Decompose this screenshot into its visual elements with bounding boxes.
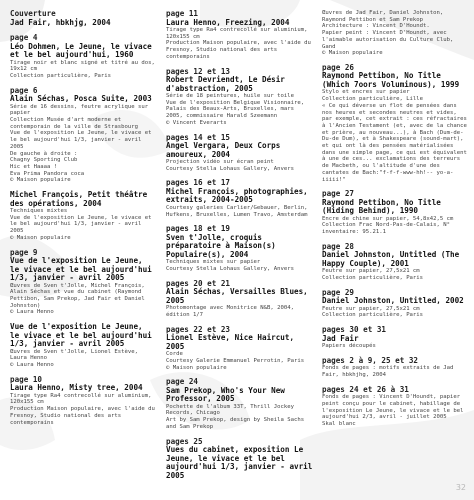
entry-detail-line: Chagny Sporting Club bbox=[10, 157, 78, 164]
entry-detail-line: Vue de l'exposition Le Jeune, le vivace et le bel aujourd'hui 1/3, janvier - avril 2005 bbox=[10, 130, 152, 150]
entry-detail-line: Stylo et encres sur papier bbox=[322, 89, 410, 96]
entry-title: Robert Devriendt, Le Désir d'abstraction, 2005 bbox=[166, 75, 285, 93]
entry-detail-line: Papier peint : Vincent D'Houndt, avec l'aimable autorisation du Culture Club, Gand bbox=[322, 30, 454, 50]
entry-detail-line: © Laura Henno bbox=[10, 361, 54, 368]
caption-entry bbox=[10, 191, 156, 242]
entry-detail-line: Œuvres de Sven t'Jolle, Michel François, Alain Séchas et vue du cabinet (Raymond Pettibon, Sam Prekop, Jad Fair et Daniel Johnston) bbox=[10, 282, 145, 309]
caption-entry bbox=[10, 87, 156, 184]
entry-page-ref: pages 18 et 19 bbox=[166, 224, 231, 234]
entry-title: Daniel Johnston, Untitled (The Happy Couple), 2001 bbox=[322, 250, 460, 268]
entry-detail-line: Fonds de pages : Vincent D'Houndt, papier peint conçu pour le cabinet, habillage de l'exposition Le Jeune, le vivace et le bel aujourd'hui 2/3, avril - juillet 2005 bbox=[322, 394, 464, 421]
entry-page-ref: pages 2 à 9, 25 et 32 bbox=[322, 355, 419, 365]
caption-entry bbox=[322, 10, 468, 57]
entry-title: Raymond Pettibon, No Title (Hiding Behind), 1990 bbox=[322, 197, 441, 216]
entry-page-ref: pages 24 et 26 à 31 bbox=[322, 384, 409, 394]
entry-detail-line: Œuvres de Sven t'Jolle, Lionel Estève, Laura Henno bbox=[10, 348, 138, 362]
column-1 bbox=[10, 10, 156, 433]
caption-entry bbox=[322, 386, 468, 428]
entry-page-ref: pages 14 et 15 bbox=[166, 132, 231, 142]
entry-detail-line: Eva Prima Pandora coca bbox=[10, 170, 85, 177]
entry-title: Sven t'Jolle, croquis préparatoire à Maison(s) Populaire(s), 2004 bbox=[166, 232, 276, 259]
caption-entry bbox=[322, 64, 468, 183]
entry-detail-line: Feutre sur papier, 27,5x21 cm bbox=[322, 305, 420, 312]
entry-title: Vues du cabinet, exposition Le Jeune, le vivace et le bel aujourd'hui 1/3, janvier - avril 2005 bbox=[166, 445, 313, 480]
caption-entry bbox=[10, 10, 156, 27]
entry-page-ref: page 4 bbox=[10, 33, 38, 42]
caption-entry bbox=[322, 243, 468, 282]
caption-entry bbox=[322, 190, 468, 236]
entry-page-ref: page 28 bbox=[322, 241, 355, 251]
entry-detail-line: Courtesy Stella Lohaus Gallery, Anvers bbox=[166, 165, 294, 172]
entry-detail-line: © Vincent Everarts bbox=[166, 119, 227, 126]
entry-page-ref: page 26 bbox=[322, 62, 355, 72]
entry-page-ref: page 9 bbox=[10, 247, 38, 257]
entry-title: Vue de l'exposition Le Jeune, le vivace et le bel aujourd'hui 1/3, janvier - avril 2005 bbox=[10, 256, 152, 283]
entry-detail-line: Collection particulière, Paris bbox=[322, 312, 424, 319]
entry-detail-line: Tirage type Ra4 contrecollé sur aluminium, 120x155 cm bbox=[10, 392, 152, 406]
entry-detail-line: Pochette de l'album 33T, Thrill Jockey Records, Chicago bbox=[166, 403, 294, 417]
entry-title: Raymond Pettibon, No Title (Which 7oors Voluminous), 1999 bbox=[322, 71, 460, 89]
entry-detail-line: Courtesy galeries Carlier/Gebauer, Berlin, Hufkens, Bruxelles, Lumen Travo, Amsterdam bbox=[166, 204, 308, 218]
entry-page-ref: page 29 bbox=[322, 287, 355, 297]
entry-page-ref: pages 16 et 17 bbox=[166, 178, 231, 188]
entry-detail-line: Hic et Haaaa ! bbox=[10, 163, 58, 170]
entry-title: Laura Henno, Misty tree, 2004 bbox=[10, 383, 143, 393]
entry-detail-line: Courtesy Stella Lohaus Gallery, Anvers bbox=[166, 266, 294, 273]
entry-page-ref: page 6 bbox=[10, 85, 38, 95]
entry-page-ref: page 11 bbox=[166, 9, 199, 18]
entry-title: Alain Séchas, Versailles Blues, 2005 bbox=[166, 287, 308, 305]
entry-title: Jad Fair, hbkhjg, 2004 bbox=[10, 17, 111, 27]
entry-title: Daniel Johnston, Untitled, 2002 bbox=[322, 296, 464, 306]
entry-page-ref: pages 22 et 23 bbox=[166, 324, 231, 334]
entry-page-ref: pages 12 et 13 bbox=[166, 66, 231, 76]
entry-detail-line: Tirage noir et blanc signé et titré au dos, 19x12 cm bbox=[10, 59, 155, 73]
entry-title: Léo Dohmen, Le Jeune, le vivace et le bel aujourd'hui, 1960 bbox=[10, 41, 152, 59]
entry-detail-line: Série de 18 peintures, huile sur toile bbox=[166, 93, 294, 100]
caption-entry bbox=[10, 34, 156, 80]
entry-page-ref: page 24 bbox=[166, 377, 199, 387]
entry-detail-line: © Laura Henno bbox=[10, 309, 54, 316]
caption-entry bbox=[10, 376, 156, 427]
entry-title: Sam Prekop, Who's Your New Professor, 2005 bbox=[166, 385, 285, 404]
caption-entry bbox=[10, 249, 156, 317]
entry-page-ref: pages 20 et 21 bbox=[166, 278, 231, 288]
entry-detail-line: De gauche à droite : bbox=[10, 150, 78, 157]
entry-detail-line: Feutre sur papier, 27,5x21 cm bbox=[322, 268, 420, 275]
entry-title: Laura Henno, Freezing, 2004 bbox=[166, 17, 290, 27]
entry-detail-line: Courtesy Galerie Emmanuel Perrotin, Paris bbox=[166, 357, 305, 364]
caption-entry bbox=[166, 326, 314, 372]
caption-entry bbox=[10, 323, 156, 369]
entry-detail-line: « Ce qui déverse un flot de pensées dans nos heures et secondes neutres et vides, par exemple, cet extrait : ces réfractaires à l'Ancien Testament (et, avec de la chance et prière, au nouveau...), à Bach (Dum-de-Du-de Dum), et à Shakespeare (sound-mart), et qui ont là des pensées matérialisées dans une simple page, ce qui est équivalent à une de ces... exclamations des terreurs de Macbeth, ou l'altitude d'une des cantates de Bach:"f-f-f-www-hh!-- yo-a-iiiii!" bbox=[322, 102, 467, 183]
caption-entry bbox=[322, 326, 468, 350]
entry-detail-line: Collection particulière, Paris bbox=[322, 275, 424, 282]
entry-title: Alain Séchas, Posca Suite, 2003 bbox=[10, 94, 152, 104]
entry-detail-line: Papiers découpés bbox=[322, 343, 376, 350]
entry-page-ref: Couverture bbox=[10, 9, 56, 18]
entry-detail-line: Production Maison populaire, avec l'aide du Fresnoy, Studio national des arts contemporains bbox=[10, 406, 155, 426]
caption-entry bbox=[322, 289, 468, 319]
entry-detail-line: Architecture : Vincent D'Houndt. bbox=[322, 23, 430, 30]
entry-detail-line: Skal blanc bbox=[322, 421, 356, 428]
entry-title: Angel Vergara, Deux Corps amoureux, 2004 bbox=[166, 141, 281, 159]
entry-detail-line: Encre de chine sur papier, 54,8x42,5 cm bbox=[322, 215, 454, 222]
entry-detail-line: Collection Frac Nord-Pas-de-Calais, N° inventaire: 95.21.1 bbox=[322, 222, 450, 236]
caption-entry bbox=[166, 179, 314, 218]
caption-entry bbox=[322, 357, 468, 379]
entry-detail-line: Production Maison populaire, avec l'aide du Fresnoy, Studio national des arts contemporains bbox=[166, 40, 311, 60]
entry-detail-line: Œuvres de Jad Fair, Daniel Johnston, Raymond Pettibon et Sam Prekop bbox=[322, 10, 444, 23]
entry-detail-line: Photomontage avec Monitrice N&B, 2004, édition 1/7 bbox=[166, 305, 294, 318]
entry-detail-line: Fonds de pages : motifs extraits de Jad Fair, hbkhjhg, 2004 bbox=[322, 365, 454, 379]
column-2 bbox=[166, 10, 314, 487]
entry-title: Michel François, Petit théâtre des opérations, 2004 bbox=[10, 190, 148, 208]
entry-title: Vue de l'exposition Le Jeune, le vivace et le bel aujourd'hui 1/3, janvier - avril 2005 bbox=[10, 322, 152, 349]
entry-detail-line: © Maison populaire bbox=[10, 177, 71, 184]
entry-detail-line: Techniques mixtes bbox=[10, 208, 68, 215]
column-3 bbox=[322, 10, 468, 435]
entry-detail-line: Art by Sam Prekop, design by Sheila Sachs and Sam Prekop bbox=[166, 417, 305, 430]
entry-detail-line: Série de 16 dessins, feutre acrylique sur papier bbox=[10, 103, 149, 117]
entry-detail-line: Techniques mixtes sur papier bbox=[166, 259, 261, 266]
entry-detail-line: Vue de l'exposition Le Jeune, le vivace et le bel aujourd'hui 1/3, janvier - avril 2005 bbox=[10, 214, 152, 235]
entry-title: Jad Fair bbox=[322, 333, 359, 343]
entry-page-ref: page 27 bbox=[322, 189, 355, 199]
page-number: 32 bbox=[455, 483, 466, 492]
caption-entry bbox=[166, 438, 314, 481]
entry-detail-line: Collection Musée d'art moderne et contemporain de la ville de Strasbourg bbox=[10, 117, 138, 130]
entry-detail-line: Tirage type Ra4 contrecollé sur aluminium, 120x155 cm bbox=[166, 27, 308, 40]
entry-detail-line: Vue de l'exposition Belgique Visionnaire, Palais des Beaux-Arts, Bruxelles, mars 2005, commissaire Harald Szeemann bbox=[166, 99, 305, 120]
entry-detail-line: Corde bbox=[166, 351, 183, 358]
entry-detail-line: © Maison populaire bbox=[322, 50, 383, 57]
entry-title: Lionel Estève, Nice Haircut, 2005 bbox=[166, 333, 295, 351]
entry-title: Michel François, photographies, extraits, 2004-2005 bbox=[166, 186, 308, 205]
entry-detail-line: © Maison populaire bbox=[166, 364, 227, 371]
entry-page-ref: page 10 bbox=[10, 374, 43, 384]
entry-detail-line: Projection vidéo sur écran peint bbox=[166, 159, 274, 166]
caption-entry bbox=[166, 10, 314, 61]
entry-detail-line: Collection particulière, Lille bbox=[322, 96, 424, 103]
entry-detail-line: Collection particulière, Paris bbox=[10, 72, 112, 79]
entry-detail-line: © Maison populaire bbox=[10, 234, 71, 241]
caption-entry bbox=[166, 378, 314, 430]
caption-entry bbox=[166, 134, 314, 173]
caption-entry bbox=[166, 225, 314, 272]
entry-page-ref: pages 25 bbox=[166, 436, 203, 446]
caption-entry bbox=[166, 280, 314, 319]
caption-entry bbox=[166, 68, 314, 127]
entry-page-ref: pages 30 et 31 bbox=[322, 325, 387, 335]
